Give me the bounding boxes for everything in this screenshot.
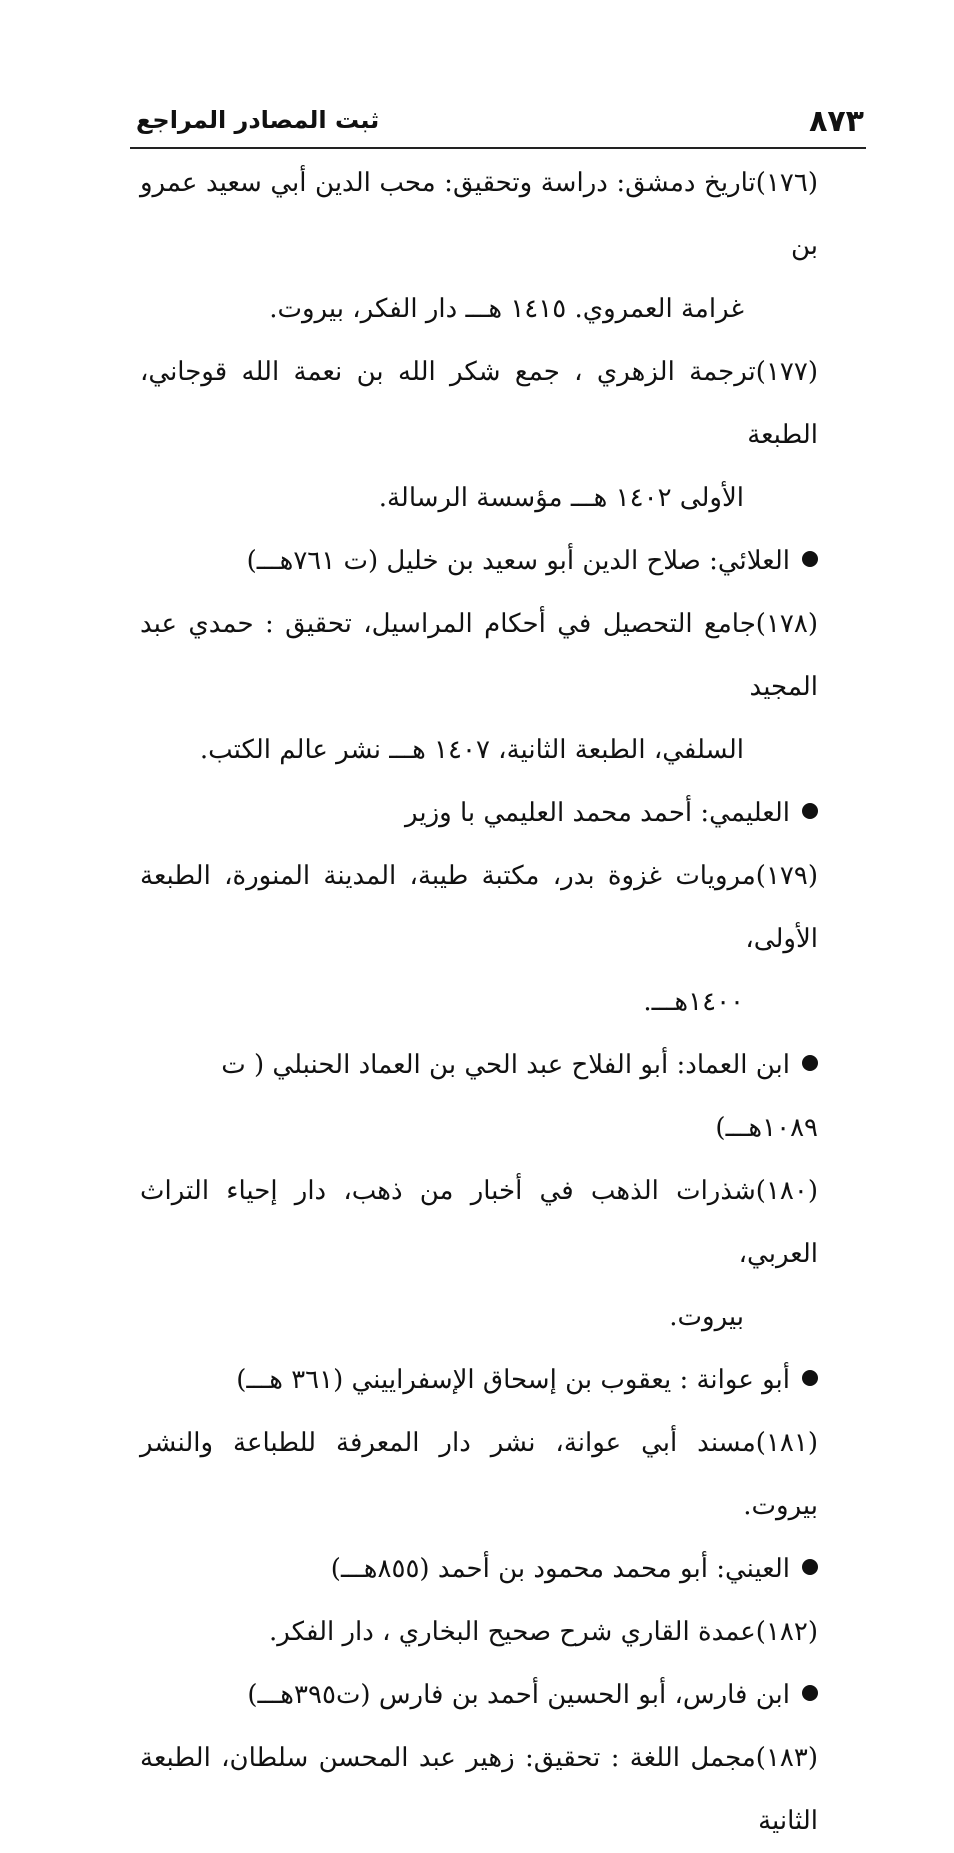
reference-continuation: بيروت. bbox=[669, 1302, 744, 1332]
author-alalai bbox=[140, 530, 818, 593]
bullet-icon bbox=[802, 1559, 818, 1575]
author-text: ابن العماد: أبو الفلاح عبد الحي بن العماد الحنبلي ( ت bbox=[221, 1050, 790, 1080]
reference-183 bbox=[140, 1727, 818, 1853]
reference-continuation: السلفي، الطبعة الثانية، ١٤٠٧ هـــ نشر عالم الكتب. bbox=[199, 735, 744, 765]
reference-180 bbox=[140, 1160, 818, 1349]
reference-line: (١٧٨)جامع التحصيل في أحكام المراسيل، تحقيق : حمدي عبد المجيد bbox=[140, 609, 818, 702]
author-text: العلائي: صلاح الدين أبو سعيد بن خليل (ت ٧٦١هـــ) bbox=[246, 546, 790, 576]
author-continuation: ١٠٨٩هـــ) bbox=[715, 1113, 818, 1143]
reference-178 bbox=[140, 593, 818, 782]
reference-line: (١٨٠)شذرات الذهب في أخبار من ذهب، دار إحياء التراث العربي، bbox=[140, 1176, 818, 1269]
author-text: ابن فارس، أبو الحسين أحمد بن فارس (ت٣٩٥هـــ) bbox=[247, 1680, 790, 1710]
author-text: أبو عوانة : يعقوب بن إسحاق الإسفراييني (٣٦١ هـــ) bbox=[236, 1365, 790, 1395]
author-abu-awana bbox=[140, 1349, 818, 1412]
reference-line: (١٨٢)عمدة القاري شرح صحيح البخاري ، دار الفكر. bbox=[268, 1617, 818, 1647]
reference-179 bbox=[140, 845, 818, 1034]
reference-line: (١٨٣)مجمل اللغة : تحقيق: زهير عبد المحسن سلطان، الطبعة الثانية bbox=[140, 1743, 818, 1836]
author-text: العليمي: أحمد محمد العليمي با وزير bbox=[405, 798, 790, 828]
reference-181 bbox=[140, 1412, 818, 1538]
bullet-icon bbox=[802, 1685, 818, 1701]
bullet-icon bbox=[802, 1055, 818, 1071]
bibliography-body bbox=[140, 152, 818, 1853]
reference-line: (١٧٦)تاريخ دمشق: دراسة وتحقيق: محب الدين أبي سعيد عمرو بن bbox=[140, 168, 818, 261]
author-ibn-alimad bbox=[140, 1034, 818, 1160]
reference-line: (١٧٧)ترجمة الزهري ، جمع شكر الله بن نعمة الله قوجاني، الطبعة bbox=[140, 357, 818, 450]
reference-continuation: ١٤٠٠هـــ. bbox=[643, 987, 744, 1017]
page-number: ٨٧٣ bbox=[809, 104, 864, 139]
author-ibn-faris bbox=[140, 1664, 818, 1727]
page-header bbox=[130, 102, 866, 142]
author-alalimi bbox=[140, 782, 818, 845]
reference-176 bbox=[140, 152, 818, 341]
reference-line: (١٨١)مسند أبي عوانة، نشر دار المعرفة للطباعة والنشر بيروت. bbox=[140, 1428, 818, 1521]
bullet-icon bbox=[802, 551, 818, 567]
running-title: ثبت المصادر المراجع bbox=[136, 106, 380, 134]
header-rule bbox=[130, 147, 866, 149]
reference-continuation: غرامة العمروي. ١٤١٥ هـــ دار الفكر، بيروت. bbox=[269, 294, 744, 324]
bullet-icon bbox=[802, 1370, 818, 1386]
reference-177 bbox=[140, 341, 818, 530]
reference-182 bbox=[140, 1601, 818, 1664]
reference-line: (١٧٩)مرويات غزوة بدر، مكتبة طيبة، المدينة المنورة، الطبعة الأولى، bbox=[140, 861, 818, 954]
author-alaini bbox=[140, 1538, 818, 1601]
bullet-icon bbox=[802, 803, 818, 819]
author-text: العيني: أبو محمد محمود بن أحمد (٨٥٥هـــ) bbox=[330, 1554, 790, 1584]
reference-continuation: الأولى ١٤٠٢ هـــ مؤسسة الرسالة. bbox=[378, 483, 744, 513]
